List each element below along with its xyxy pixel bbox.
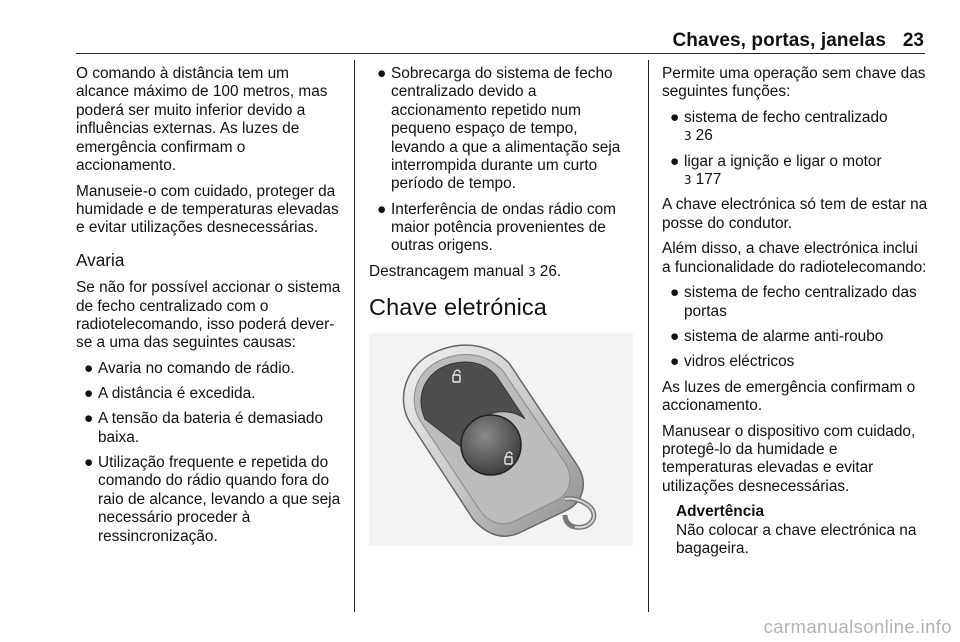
list-item: ● ligar a ignição e ligar o motor 3 177 <box>670 152 882 189</box>
bullet-icon: ● <box>377 200 387 218</box>
causes-list-continued <box>369 65 635 256</box>
list-item: ● A distância é excedida. <box>84 385 256 403</box>
key-fob-icon <box>369 333 633 546</box>
list-item: ● Avaria no comando de rádio. <box>84 360 295 378</box>
watermark: carmanualsonline.info <box>763 616 952 637</box>
bullet-icon: ● <box>670 353 680 371</box>
bullet-icon: ● <box>670 284 680 302</box>
list-item: ● sistema de alarme anti-roubo <box>670 328 884 346</box>
manual-unlock-link[interactable]: 26. <box>539 262 562 280</box>
bullet-icon: ● <box>84 454 94 472</box>
column-divider-2 <box>648 60 649 612</box>
ignition-link[interactable]: 177 <box>695 171 722 189</box>
heading-electronic-key: Chave eletrónica <box>369 294 547 321</box>
list-item: ● sistema de fecho centralizado das portas <box>670 284 917 320</box>
bullet-icon: ● <box>84 385 94 403</box>
paragraph-hazard-lights: As luzes de emergência confirmam o accionamento. <box>662 378 916 415</box>
page-header-title: Chaves, portas, janelas <box>672 30 886 51</box>
column-2 <box>369 65 635 546</box>
page-reference-icon: 3 <box>528 264 536 279</box>
paragraph-handling: Manuseie-o com cuidado, proteger da humidade e de temperaturas elevadas e evitar utilizações desnecessárias. <box>76 182 339 237</box>
warning-box <box>676 503 930 558</box>
list-item: ● A tensão da bateria é demasiado baixa. <box>84 410 324 446</box>
paragraph-keyless-intro: Permite uma operação sem chave das seguintes funções: <box>662 65 926 101</box>
central-locking-link[interactable]: 26 <box>695 127 713 145</box>
manual-unlock-reference: Destrancagem manual 3 26. <box>369 262 562 280</box>
paragraph-remote-functions: Além disso, a chave electrónica inclui a funcionalidade do radiotelecomando: <box>662 240 927 276</box>
list-item: ● Sobrecarga do sistema de fecho centralizado devido a accionamento repetido num pequeno espaço de tempo, levando a que a alimentação seja interrompida durante um curto período de tempo. <box>377 65 621 193</box>
bullet-icon: ● <box>84 410 94 428</box>
paragraph-causes-intro: Se não for possível accionar o sistema de fecho centralizado com o radiotelecomando, isso poderá dever-se a uma das seguintes causas: <box>76 279 341 352</box>
list-item: ● sistema de fecho centralizado 3 26 <box>670 109 888 145</box>
warning-text: Não colocar a chave electrónica na bagageira. <box>676 521 917 558</box>
bullet-icon: ● <box>670 328 680 346</box>
causes-list <box>76 360 341 546</box>
list-item: ● vidros eléctricos <box>670 353 795 371</box>
bullet-icon: ● <box>84 360 94 378</box>
remote-functions-list <box>662 284 930 371</box>
bullet-icon: ● <box>670 109 680 126</box>
page-reference-icon: 3 <box>684 173 692 188</box>
column-1 <box>76 65 341 553</box>
keyless-functions-list <box>662 109 930 189</box>
electronic-key-image <box>369 333 633 546</box>
column-3 <box>662 65 930 559</box>
bullet-icon: ● <box>377 65 387 82</box>
page-reference-icon: 3 <box>684 129 692 144</box>
list-item: ● Utilização frequente e repetida do comando do rádio quando fora do raio de alcance, levando a que seja necessário proceder à ressincronização. <box>84 454 341 545</box>
page-number: 23 <box>902 30 924 51</box>
list-item: ● Interferência de ondas rádio com maior potência provenientes de outras origens. <box>377 200 617 255</box>
header-divider <box>76 53 925 54</box>
paragraph-handling-key: Manusear o dispositivo com cuidado, protegê-lo da humidade e temperaturas elevadas e evitar utilizações desnecessárias. <box>662 422 916 495</box>
section-title-avaria: Avaria <box>76 249 125 270</box>
warning-title: Advertência <box>676 503 765 521</box>
paragraph-range: O comando à distância tem um alcance máximo de 100 metros, mas poderá ser muito inferior devido a influências externas. As luzes de emergência confirmam o accionamento. <box>76 65 328 175</box>
column-divider-1 <box>354 60 355 612</box>
bullet-icon: ● <box>670 152 680 170</box>
paragraph-possession: A chave electrónica só tem de estar na posse do condutor. <box>662 196 928 232</box>
